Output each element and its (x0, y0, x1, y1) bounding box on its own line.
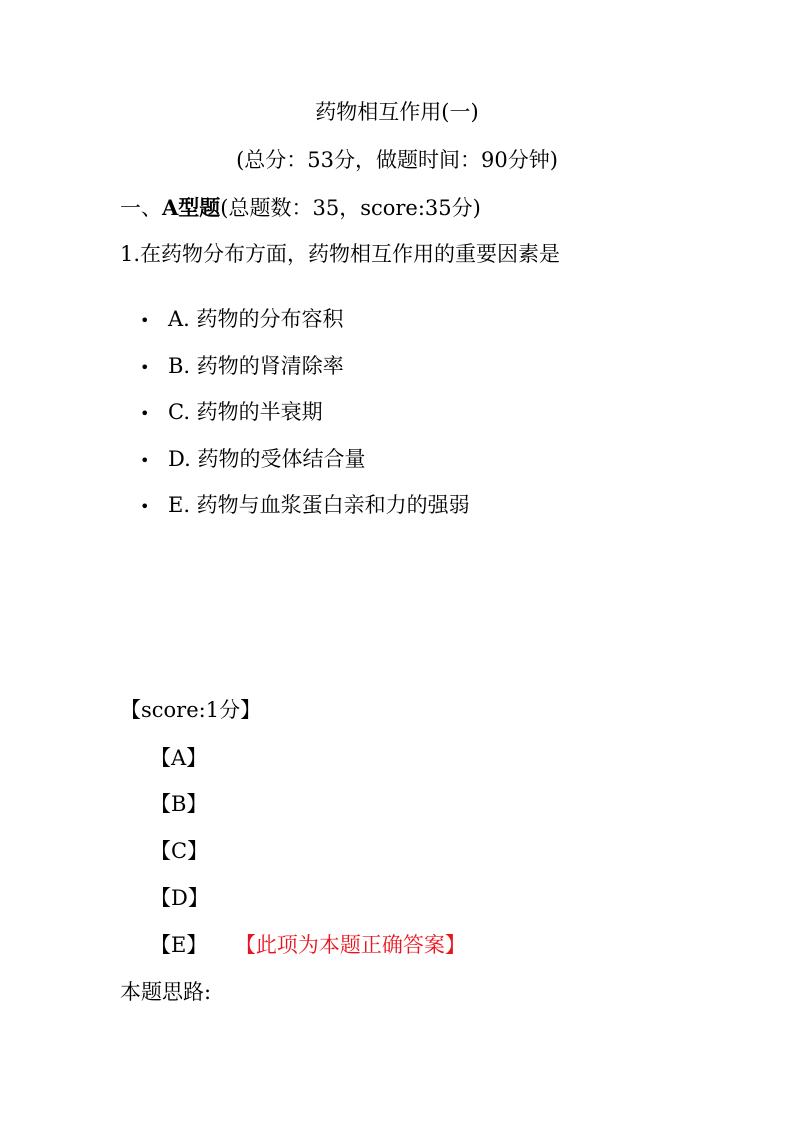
section-prefix: 一、 (120, 196, 162, 220)
section-heading (120, 194, 481, 222)
option-text: C. 药物的半衰期 (168, 400, 323, 424)
answer-a: 【A】 (150, 746, 208, 770)
answer-d: 【D】 (150, 886, 209, 910)
answer-b: 【B】 (150, 792, 208, 816)
option-text: B. 药物的肾清除率 (168, 354, 344, 378)
answer-e-label: 【E】 (150, 933, 208, 957)
option-text: A. 药物的分布容积 (168, 307, 344, 331)
doc-title: 药物相互作用(一) (315, 100, 479, 124)
option-b (140, 352, 344, 382)
option-text: D. 药物的受体结合量 (168, 447, 366, 471)
doc-subtitle: (总分：53分，做题时间：90分钟) (236, 148, 558, 172)
question-stem: 1.在药物分布方面，药物相互作用的重要因素是 (120, 242, 561, 266)
thinking-label: 本题思路: (120, 980, 212, 1004)
bullet-icon: • (140, 358, 150, 377)
bullet-icon: • (140, 497, 150, 516)
option-a (140, 305, 344, 335)
option-c (140, 398, 323, 428)
score-label: 【score:1分】 (120, 698, 262, 722)
correct-answer-marker: 【此项为本题正确答案】 (245, 933, 466, 957)
section-info: (总题数：35，score:35分) (220, 196, 481, 220)
section-type: A型题 (162, 195, 221, 220)
answer-c: 【C】 (150, 839, 209, 863)
option-text: E. 药物与血浆蛋白亲和力的强弱 (168, 493, 470, 517)
option-d (140, 445, 365, 475)
option-e (140, 491, 470, 521)
bullet-icon: • (140, 451, 150, 470)
answer-e (150, 931, 466, 959)
bullet-icon: • (140, 404, 150, 423)
bullet-icon: • (140, 311, 150, 330)
